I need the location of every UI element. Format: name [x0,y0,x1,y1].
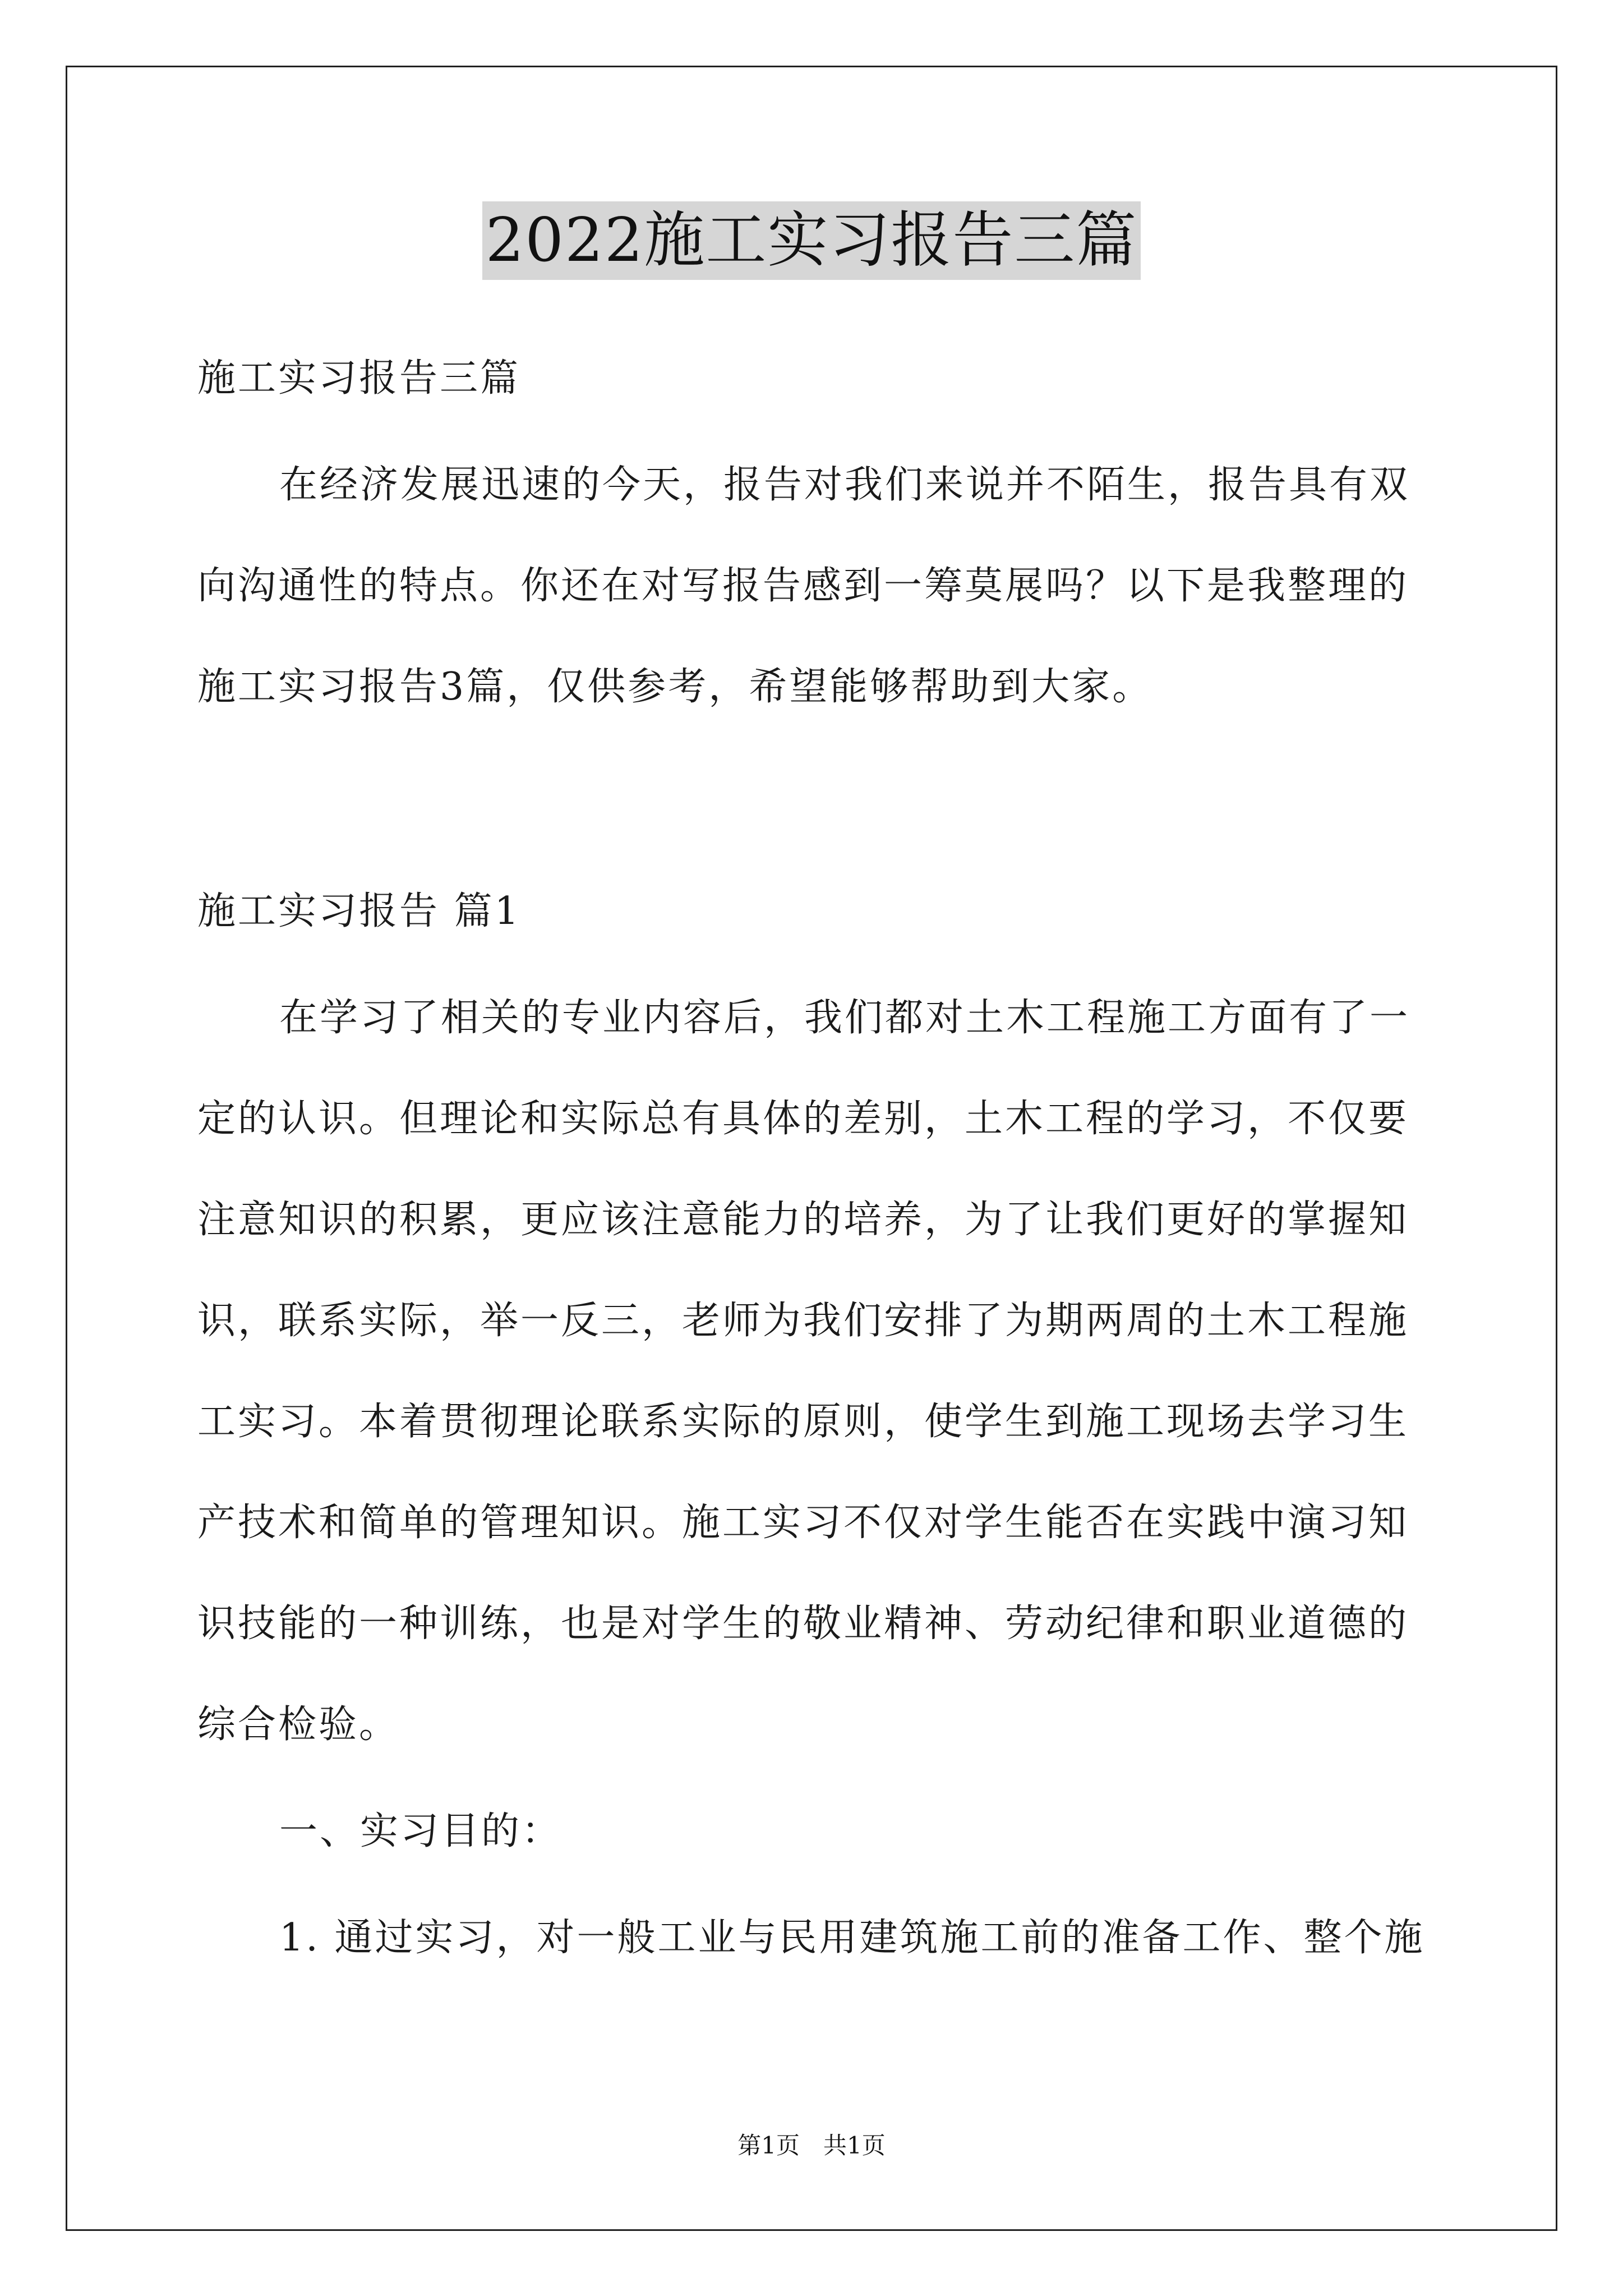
title-container [0,201,1623,280]
intro-line-1: 在经济发展迅速的今天，报告对我们来说并不陌生，报告具有双 [279,463,1410,507]
intro-line-2: 向沟通性的特点。你还在对写报告感到一筹莫展吗？以下是我整理的 [197,564,1409,608]
section1-line-3: 注意知识的积累，更应该注意能力的培养，为了让我们更好的掌握知 [197,1198,1409,1242]
section1-line-8: 综合检验。 [197,1703,400,1747]
section1-line-2: 定的认识。但理论和实际总有具体的差别，土木工程的学习，不仅要 [197,1097,1409,1141]
section1-line-6: 产技术和简单的管理知识。施工实习不仅对学生能否在实践中演习知 [197,1501,1409,1545]
section1-line-1: 在学习了相关的专业内容后，我们都对土木工程施工方面有了一 [279,996,1410,1040]
section1-line-7: 识技能的一种训练，也是对学生的敬业精神、劳动纪律和职业道德的 [197,1602,1409,1646]
section1-line-5: 工实习。本着贯彻理论联系实际的原则，使学生到施工现场去学习生 [197,1400,1409,1444]
section1-line-4: 识，联系实际，举一反三，老师为我们安排了为期两周的土木工程施 [197,1299,1409,1343]
intro-line-3: 施工实习报告3篇，仅供参考，希望能够帮助到大家。 [197,665,1153,709]
purpose-item-1: 1. 通过实习，对一般工业与民用建筑施工前的准备工作、整个施 [279,1916,1425,1960]
section1-heading: 施工实习报告 篇1 [197,889,521,933]
page-footer: 第1页 共1页 [737,2132,886,2159]
document-title: 2022施工实习报告三篇 [482,201,1141,280]
document-subtitle: 施工实习报告三篇 [197,356,521,401]
purpose-heading: 一、实习目的： [279,1809,562,1853]
